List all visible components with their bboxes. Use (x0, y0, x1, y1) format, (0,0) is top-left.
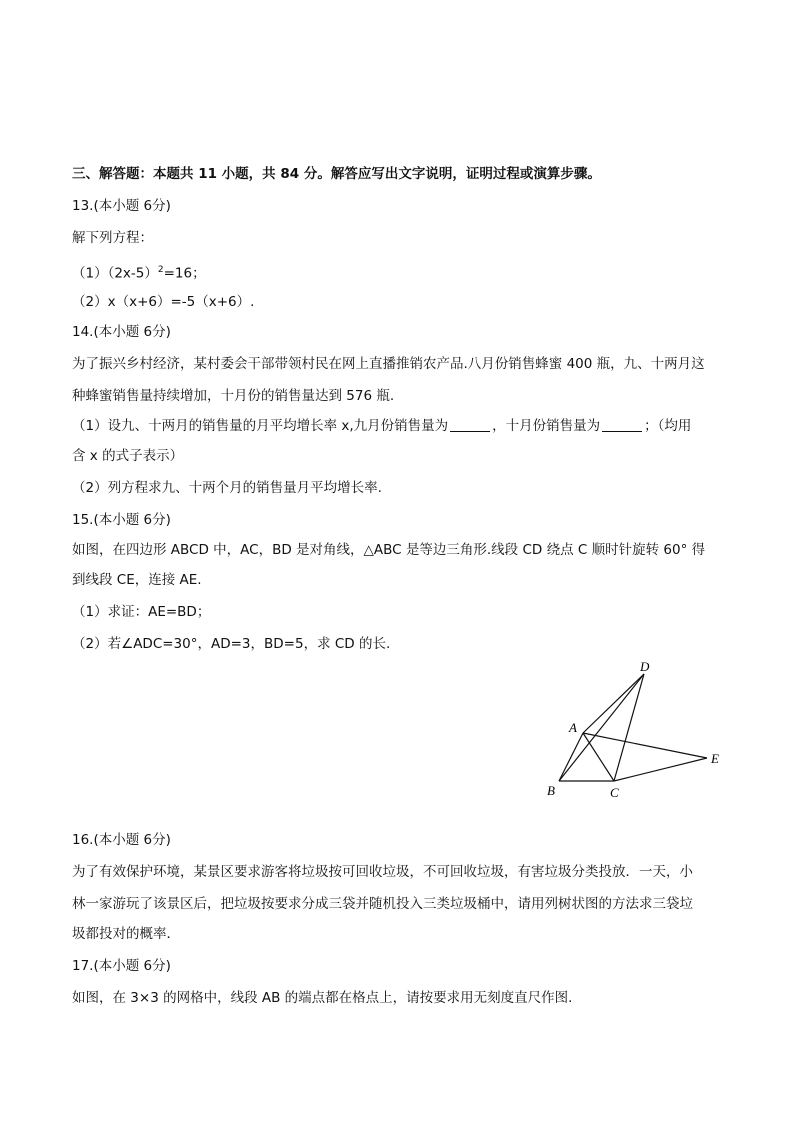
q14-part1-a: （1）设九、十两月的销售量的月平均增长率 x,九月份销售量为 (72, 418, 449, 434)
segment-ae (583, 733, 707, 758)
q13-part1 (72, 260, 206, 284)
q15-text-line2: 到线段 CE，连接 AE. (72, 572, 202, 588)
segment-ab (559, 733, 583, 781)
point-label-c: C (610, 785, 619, 800)
q15-part2: （2）若∠ADC=30°，AD=3，BD=5，求 CD 的长. (72, 636, 391, 652)
q14-part1-b: ，十月份销售量为 (492, 418, 601, 434)
q16-text-line1: 为了有效保护环境，某景区要求游客将垃圾按可回收垃圾，不可回收垃圾，有害垃圾分类投放．一天，小 (72, 864, 693, 880)
q13-part2: （2）x（x+6）=-5（x+6）. (72, 294, 255, 310)
segment-ad (583, 674, 644, 733)
answer-blank-october (602, 417, 642, 432)
q14-text-line2: 种蜂蜜销售量持续增加，十月份的销售量达到 576 瓶. (72, 388, 395, 404)
q13-header: 13.(本小题 6分) (72, 198, 171, 214)
q14-part2: （2）列方程求九、十两个月的销售量月平均增长率. (72, 480, 382, 496)
q13-part1-prefix: （1）（2x-5） (72, 265, 158, 282)
section-heading: 三、解答题：本题共 11 小题，共 84 分。解答应写出文字说明，证明过程或演算步骤。 (72, 166, 601, 182)
q14-part1-line2: 含 x 的式子表示） (72, 448, 184, 464)
q17-header: 17.(本小题 6分) (72, 958, 171, 974)
q15-text-line1: 如图，在四边形 ABCD 中，AC，BD 是对角线，△ABC 是等边三角形.线段 CD 绕点 C 顺时针旋转 60° 得 (72, 542, 706, 558)
q13-part1-exponent: 2 (157, 265, 164, 275)
q16-text-line2: 林一家游玩了该景区后，把垃圾按要求分成三袋并随机投入三类垃圾桶中，请用列树状图的方法求三袋垃 (72, 896, 693, 912)
segment-ce (614, 758, 707, 781)
q14-part1 (72, 416, 691, 436)
q15-header: 15.(本小题 6分) (72, 512, 171, 528)
q14-part1-c: ；（均用 (644, 418, 692, 434)
q16-text-line3: 圾都投对的概率． (72, 926, 180, 942)
q13-intro: 解下列方程： (72, 230, 153, 246)
segment-ac (583, 733, 614, 781)
q14-text-line1: 为了振兴乡村经济，某村委会干部带领村民在网上直播推销农产品.八月份销售蜂蜜 400 瓶，九、十两月这 (72, 356, 705, 372)
point-label-d: D (640, 659, 650, 674)
point-label-a: A (569, 720, 577, 735)
q13-part1-suffix: =16； (163, 265, 206, 282)
q14-header: 14.(本小题 6分) (72, 324, 171, 340)
quadrilateral-figure (538, 656, 738, 806)
segment-cd (614, 674, 644, 781)
q15-part1: （1）求证：AE=BD； (72, 604, 211, 620)
point-label-e: E (711, 751, 719, 766)
point-label-b: B (547, 783, 555, 798)
q17-text-line1: 如图，在 3×3 的网格中，线段 AB 的端点都在格点上，请按要求用无刻度直尺作图. (72, 990, 573, 1006)
answer-blank-september (450, 417, 490, 432)
q16-header: 16.(本小题 6分) (72, 832, 171, 848)
